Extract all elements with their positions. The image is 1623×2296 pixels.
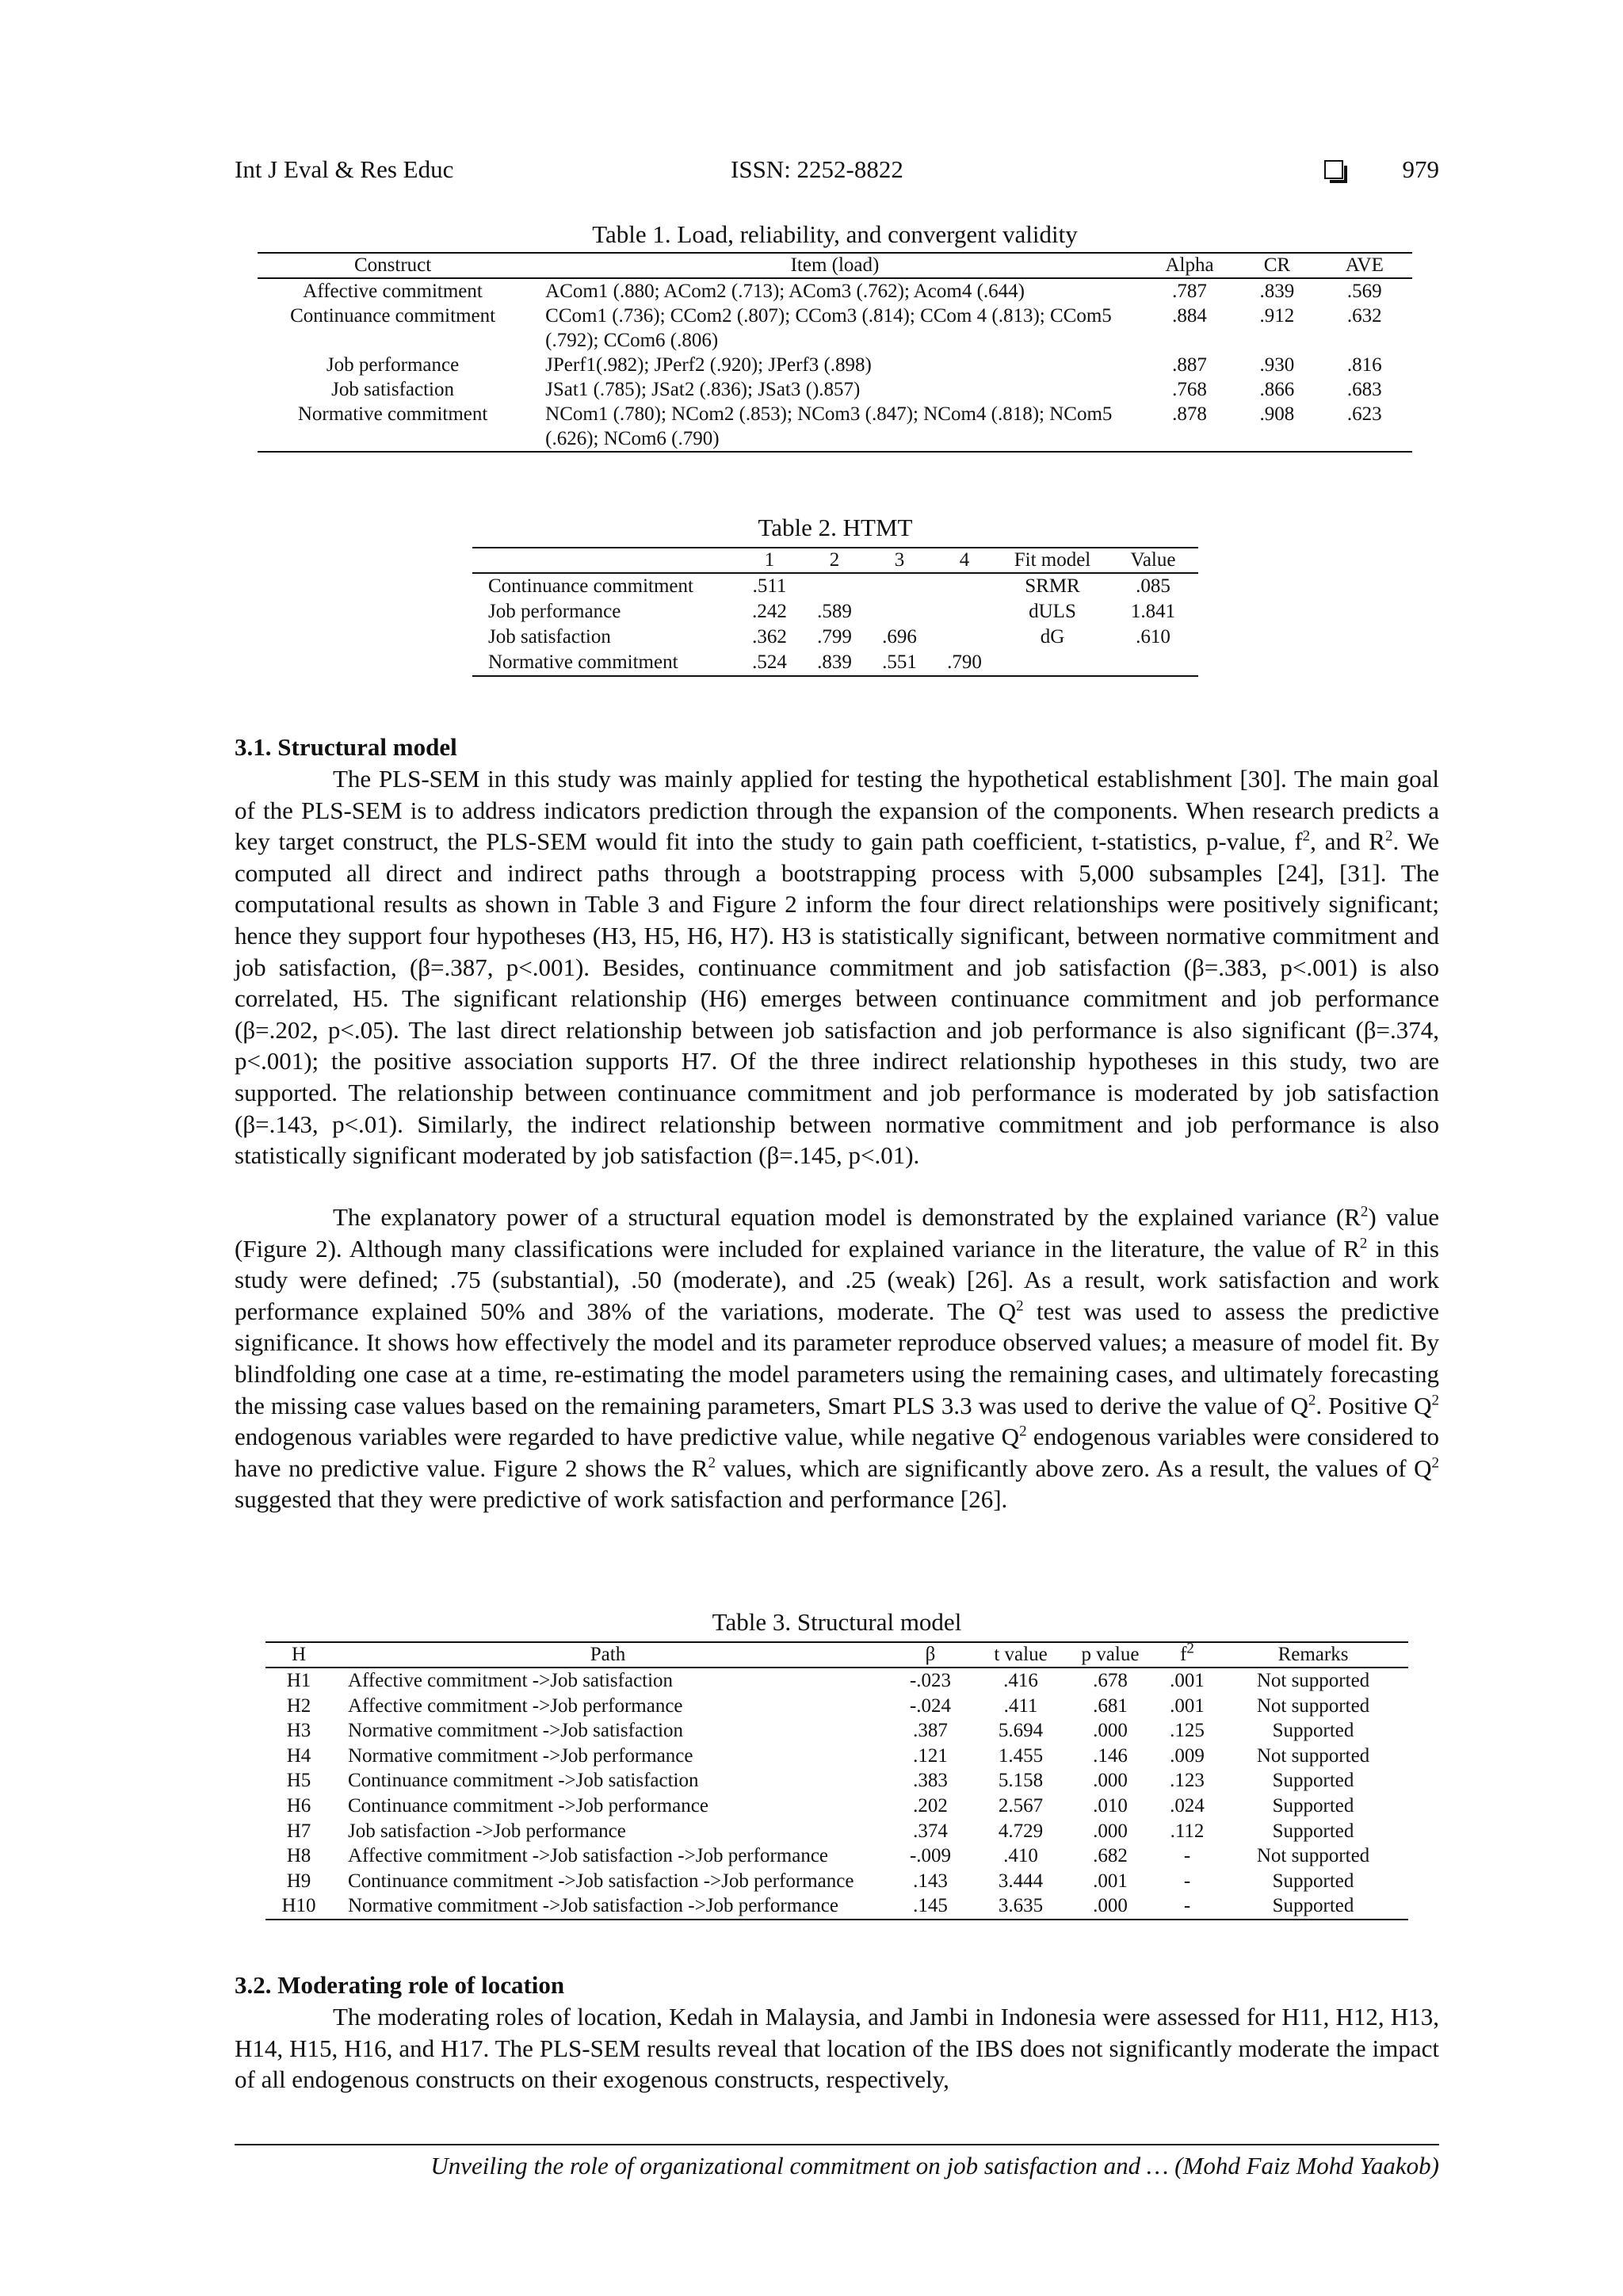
table3-cell-path: Continuance commitment ->Job satisfaction: [348, 1770, 699, 1792]
issn: ISSN: 2252-8822: [731, 155, 903, 183]
table3-cell-t: 3.444: [998, 1870, 1044, 1892]
table2-cell-2: .799: [817, 626, 852, 648]
table3-cell-beta: .143: [913, 1870, 948, 1892]
table3-cell-remarks: Supported: [1272, 1870, 1354, 1892]
table3-cell-f2: .112: [1170, 1820, 1205, 1842]
table3-cell-path: Normative commitment ->Job satisfaction ->Job performance: [348, 1895, 838, 1917]
table1-cell-ave: .569: [1346, 281, 1382, 302]
table2-cell-1: .242: [752, 601, 787, 622]
table2-cell-fit-model: SRMR: [1025, 575, 1080, 597]
table2: [472, 547, 1198, 677]
section31-paragraph-2: The explanatory power of a structural equation model is demonstrated by the explained variance $(R^2)$ value (Figure 2). Although many classifications were included for explained variance in the literature, the value of $R^2$ in this study were defined; .75 (substantial), .50 (moderate), and .25 (weak) [26]. As a result, work satisfaction and work performance explained 50% and 38% of the variations, moderate. The $Q^2$ test was used to assess the predictive significance. It shows how effectively the model and its parameter reproduce observed values; a measure of model fit. By blindfolding one case at a time, re-estimating the model parameters using the remaining cases, and ultimately forecasting the missing case values based on the remaining parameters, Smart PLS 3.3 was used to derive the value of $Q^2$. Positive $Q^2$ endogenous variables were regarded to have predictive value, while negative $Q^2$ endogenous variables were considered to have no predictive value. Figure 2 shows the $R^2$ values, which are significantly above zero. As a result, the values of $Q^2$ suggested that they were predictive of work satisfaction and performance [26].: [235, 1203, 1440, 1514]
table2-cell-3: .696: [882, 626, 917, 648]
table3-cell-p: .000: [1093, 1770, 1128, 1792]
table1-row: [258, 353, 1412, 377]
table1-cell-alpha: .768: [1172, 379, 1207, 400]
table2-cell-3: [867, 599, 932, 625]
table3-col-f2: $f^2$: [1156, 1642, 1218, 1668]
table1: [258, 252, 1412, 453]
table3-cell-beta: .374: [913, 1820, 948, 1842]
table1-col-items: Item (load): [528, 253, 1142, 278]
square-icon: [1324, 160, 1343, 179]
table1-cell-items: NCom1 (.780); NCom2 (.853); NCom3 (.847); NCom4 (.818); NCom5 (.626); NCom6 (.790): [545, 403, 1113, 449]
table2-col-value: Value: [1108, 548, 1198, 573]
table3-caption: Table 3. Structural model: [712, 1608, 962, 1636]
table2-header-row: [472, 548, 1198, 573]
table3-cell-f2: .024: [1170, 1794, 1205, 1817]
table3-cell-path: Job satisfaction ->Job performance: [348, 1820, 626, 1842]
table2-cell-2: .839: [817, 651, 852, 673]
table1-cell-items: JSat1 (.785); JSat2 (.836); JSat3 ().857): [545, 379, 861, 400]
table1-cell-ave: .683: [1346, 379, 1382, 400]
table3-col-p: p value: [1064, 1642, 1156, 1668]
table3-cell-p: .000: [1093, 1895, 1128, 1917]
table3-cell-p: .010: [1093, 1794, 1128, 1817]
table1-row: [258, 377, 1412, 402]
table3-cell-f2: -: [1183, 1845, 1191, 1867]
table3-cell-remarks: Supported: [1272, 1770, 1354, 1792]
table3-cell-path: Normative commitment ->Job satisfaction: [348, 1720, 684, 1742]
table1-cell-cr: .930: [1259, 354, 1295, 376]
table2-cell-3: .551: [882, 651, 917, 673]
table2-cell-1: .511: [752, 575, 787, 597]
table3-header-row: [265, 1642, 1408, 1668]
table2-cell-value: 1.841: [1130, 601, 1176, 622]
table1-col-ave: AVE: [1317, 253, 1412, 278]
table3-cell-remarks: Supported: [1272, 1720, 1354, 1742]
table2-cell-value: [1108, 650, 1198, 676]
table2-row: [472, 625, 1198, 650]
table1-cell-construct: Affective commitment: [303, 281, 483, 302]
table1-cell-cr: .912: [1259, 305, 1295, 327]
table3-cell-h: H9: [286, 1870, 311, 1892]
table2-cell-4: [932, 599, 997, 625]
table3-body: [265, 1668, 1408, 1920]
table3-cell-t: 3.635: [998, 1895, 1044, 1917]
table3-cell-h: H2: [286, 1694, 311, 1717]
table1-cell-alpha: .887: [1172, 354, 1207, 376]
table3-cell-p: .682: [1093, 1845, 1128, 1867]
table2-caption: Table 2. HTMT: [758, 514, 913, 541]
table1-cell-items: JPerf1(.982); JPerf2 (.920); JPerf3 (.898): [545, 354, 872, 376]
table1-row: [258, 304, 1412, 353]
table1-body: [258, 278, 1412, 452]
table3-cell-remarks: Not supported: [1256, 1845, 1370, 1867]
table2-row: [472, 599, 1198, 625]
table3-cell-h: H10: [281, 1895, 316, 1917]
table2-col-4: 4: [932, 548, 997, 573]
table2-cell-3: [867, 573, 932, 599]
table3-cell-h: H4: [286, 1744, 311, 1767]
section-heading-3-2: 3.2. Moderating role of location: [235, 1971, 565, 1999]
section31-paragraph-1: The PLS-SEM in this study was mainly applied for testing the hypothetical establishment [30]. The main goal of the PLS-SEM is to address indicators prediction through the expansion of the components. When research predicts a key target construct, the PLS-SEM would fit into the study to gain path coefficient, t-statistics, p-value, $f^2$, and $R^2$. We computed all direct and indirect paths through a bootstrapping process with 5,000 subsamples [24], [31]. The computational results as shown in Table 3 and Figure 2 inform the four direct relationships were positively significant; hence they support four hypotheses (H3, H5, H6, H7). H3 is statistically significant, between normative commitment and job satisfaction, (β=.387, p<.001). Besides, continuance commitment and job satisfaction (β=.383, p<.001) is also correlated, H5. The significant relationship (H6) emerges between continuance commitment and job performance (β=.202, p<.05). The last direct relationship between job satisfaction and job performance is also significant (β=.374, p<.001); the positive association supports H7. Of the three indirect relationship hypotheses in this study, two are supported. The relationship between continuance commitment and job performance is moderated by job satisfaction (β=.143, p<.01). Similarly, the indirect relationship between normative commitment and job performance is also statistically significant moderated by job satisfaction (β=.145, p<.01).: [235, 765, 1439, 1170]
table3-cell-t: .416: [1003, 1670, 1038, 1691]
table3-row: [265, 1819, 1408, 1844]
table1-cell-construct: Continuance commitment: [290, 305, 496, 327]
table3-cell-f2: -: [1183, 1870, 1191, 1892]
table1-col-alpha: Alpha: [1142, 253, 1237, 278]
table1-cell-cr: .839: [1259, 281, 1295, 302]
table1-cell-construct: Normative commitment: [297, 403, 488, 425]
table2-col-2: 2: [802, 548, 867, 573]
table3-cell-remarks: Not supported: [1256, 1670, 1370, 1691]
table3-cell-f2: .009: [1170, 1744, 1205, 1767]
table2-cell-label: Continuance commitment: [488, 575, 693, 597]
table3-cell-path: Continuance commitment ->Job satisfaction ->Job performance: [348, 1870, 854, 1892]
table3-col-path: Path: [332, 1642, 884, 1668]
table3-cell-t: 5.158: [998, 1770, 1044, 1792]
table2-cell-4: .790: [947, 651, 982, 673]
table3-col-h: H: [265, 1642, 332, 1668]
page-number: 979: [1402, 155, 1439, 183]
table3-row: [265, 1668, 1408, 1694]
table2-cell-label: Normative commitment: [488, 651, 678, 673]
table3-row: [265, 1794, 1408, 1819]
table3-row: [265, 1893, 1408, 1920]
table2-cell-4: [932, 625, 997, 650]
table3-cell-beta: .387: [913, 1720, 948, 1742]
table3-cell-f2: .001: [1170, 1670, 1205, 1691]
footer-rule: [235, 2144, 1439, 2145]
table3-cell-beta: -.009: [909, 1845, 952, 1867]
table3-cell-t: 4.729: [998, 1820, 1044, 1842]
table1-cell-cr: .908: [1259, 403, 1295, 425]
table2-cell-label: Job satisfaction: [488, 626, 611, 648]
table1-cell-construct: Job satisfaction: [331, 379, 454, 400]
table3-cell-remarks: Supported: [1272, 1895, 1354, 1917]
table1-cell-construct: Job performance: [326, 354, 460, 376]
table3-cell-f2: .125: [1170, 1720, 1205, 1742]
table1-cell-ave: .623: [1346, 403, 1382, 425]
table2-cell-1: .362: [752, 626, 787, 648]
table3-col-remarks: Remarks: [1218, 1642, 1408, 1668]
table2-col-1: 1: [737, 548, 802, 573]
table3-row: [265, 1843, 1408, 1869]
table3-row: [265, 1744, 1408, 1769]
table2-cell-value: .085: [1136, 575, 1170, 597]
table2-cell-fit-model: dULS: [1029, 601, 1076, 622]
table1-cell-alpha: .878: [1172, 403, 1207, 425]
table2-cell-label: Job performance: [488, 601, 621, 622]
table3-col-beta: β: [884, 1642, 977, 1668]
table1-row: [258, 278, 1412, 304]
table3-cell-p: .678: [1093, 1670, 1128, 1691]
table3-row: [265, 1694, 1408, 1719]
table3: [265, 1641, 1408, 1920]
table3-cell-beta: -.024: [909, 1694, 952, 1717]
table3-cell-p: .000: [1093, 1820, 1128, 1842]
table3-cell-path: Affective commitment ->Job performance: [348, 1694, 683, 1717]
table3-cell-h: H6: [286, 1794, 311, 1817]
table3-cell-h: H3: [286, 1720, 311, 1742]
table3-cell-path: Continuance commitment ->Job performance: [348, 1794, 708, 1817]
table3-cell-beta: -.023: [909, 1670, 952, 1691]
table3-cell-path: Affective commitment ->Job satisfaction ->Job performance: [348, 1845, 829, 1867]
table2-cell-2: .589: [817, 601, 852, 622]
table3-cell-f2: .001: [1170, 1694, 1205, 1717]
table1-row: [258, 402, 1412, 452]
table1-col-construct: Construct: [258, 253, 528, 278]
running-footer: Unveiling the role of organizational commitment on job satisfaction and … (Mohd Faiz Mohd Yaakob): [430, 2152, 1439, 2179]
table1-cell-ave: .632: [1346, 305, 1382, 327]
table3-cell-t: 2.567: [998, 1794, 1044, 1817]
table3-cell-h: H7: [286, 1820, 311, 1842]
table3-cell-remarks: Not supported: [1256, 1694, 1370, 1717]
table2-col-blank: [472, 548, 737, 573]
table3-row: [265, 1718, 1408, 1744]
table3-cell-f2: -: [1183, 1895, 1191, 1917]
table3-cell-beta: .202: [913, 1794, 948, 1817]
table3-cell-remarks: Not supported: [1256, 1744, 1370, 1767]
table2-row: [472, 650, 1198, 676]
table3-row: [265, 1869, 1408, 1894]
table3-cell-beta: .121: [913, 1744, 948, 1767]
table3-cell-h: H5: [286, 1770, 311, 1792]
table3-cell-path: Normative commitment ->Job performance: [348, 1744, 693, 1767]
table2-col-3: 3: [867, 548, 932, 573]
running-header: [235, 155, 1439, 190]
table1-cell-alpha: .787: [1172, 281, 1207, 302]
table1-cell-items: ACom1 (.880; ACom2 (.713); ACom3 (.762); Acom4 (.644): [545, 281, 1025, 302]
table1-cell-items: CCom1 (.736); CCom2 (.807); CCom3 (.814); CCom 4 (.813); CCom5 (.792); CCom6 (.806): [545, 305, 1112, 351]
table1-cell-ave: .816: [1346, 354, 1382, 376]
table3-cell-t: .410: [1003, 1845, 1038, 1867]
table3-cell-t: .411: [1003, 1694, 1038, 1717]
table3-cell-path: Affective commitment ->Job satisfaction: [348, 1670, 674, 1691]
table3-cell-remarks: Supported: [1272, 1820, 1354, 1842]
table1-header-row: [258, 253, 1412, 278]
section-heading-3-1: 3.1. Structural model: [235, 733, 457, 761]
table2-cell-value: .610: [1136, 626, 1170, 648]
table3-cell-remarks: Supported: [1272, 1794, 1354, 1817]
table2-col-fit-model: Fit model: [997, 548, 1108, 573]
table3-cell-beta: .383: [913, 1770, 948, 1792]
table1-col-cr: CR: [1237, 253, 1316, 278]
table1-cell-cr: .866: [1259, 379, 1295, 400]
table2-body: [472, 573, 1198, 676]
table3-cell-h: H8: [286, 1845, 311, 1867]
table2-cell-1: .524: [752, 651, 787, 673]
table3-cell-t: 1.455: [998, 1744, 1044, 1767]
table3-cell-beta: .145: [913, 1895, 948, 1917]
table3-col-t: t value: [977, 1642, 1064, 1668]
table2-cell-fit-model: dG: [1040, 626, 1065, 648]
table3-cell-p: .681: [1093, 1694, 1128, 1717]
table3-row: [265, 1768, 1408, 1794]
table1-caption: Table 1. Load, reliability, and convergent validity: [592, 220, 1078, 248]
table2-cell-4: [932, 573, 997, 599]
table3-cell-h: H1: [286, 1670, 311, 1691]
table2-row: [472, 573, 1198, 599]
table2-cell-2: [802, 573, 867, 599]
section32-paragraph-1: The moderating roles of location, Kedah in Malaysia, and Jambi in Indonesia were assessed for H11, H12, H13, H14, H15, H16, and H17. The PLS-SEM results reveal that location of the IBS does not significantly moderate the impact of all endogenous constructs on their exogenous constructs, respectively,: [235, 2003, 1439, 2094]
table3-cell-p: .000: [1093, 1720, 1128, 1742]
table2-cell-fit-model: [997, 650, 1108, 676]
table3-cell-t: 5.694: [998, 1720, 1044, 1742]
table3-cell-f2: .123: [1170, 1770, 1205, 1792]
journal-name: Int J Eval & Res Educ: [235, 155, 454, 183]
table3-cell-p: .146: [1093, 1744, 1128, 1767]
table3-cell-p: .001: [1093, 1870, 1128, 1892]
table1-cell-alpha: .884: [1172, 305, 1207, 327]
